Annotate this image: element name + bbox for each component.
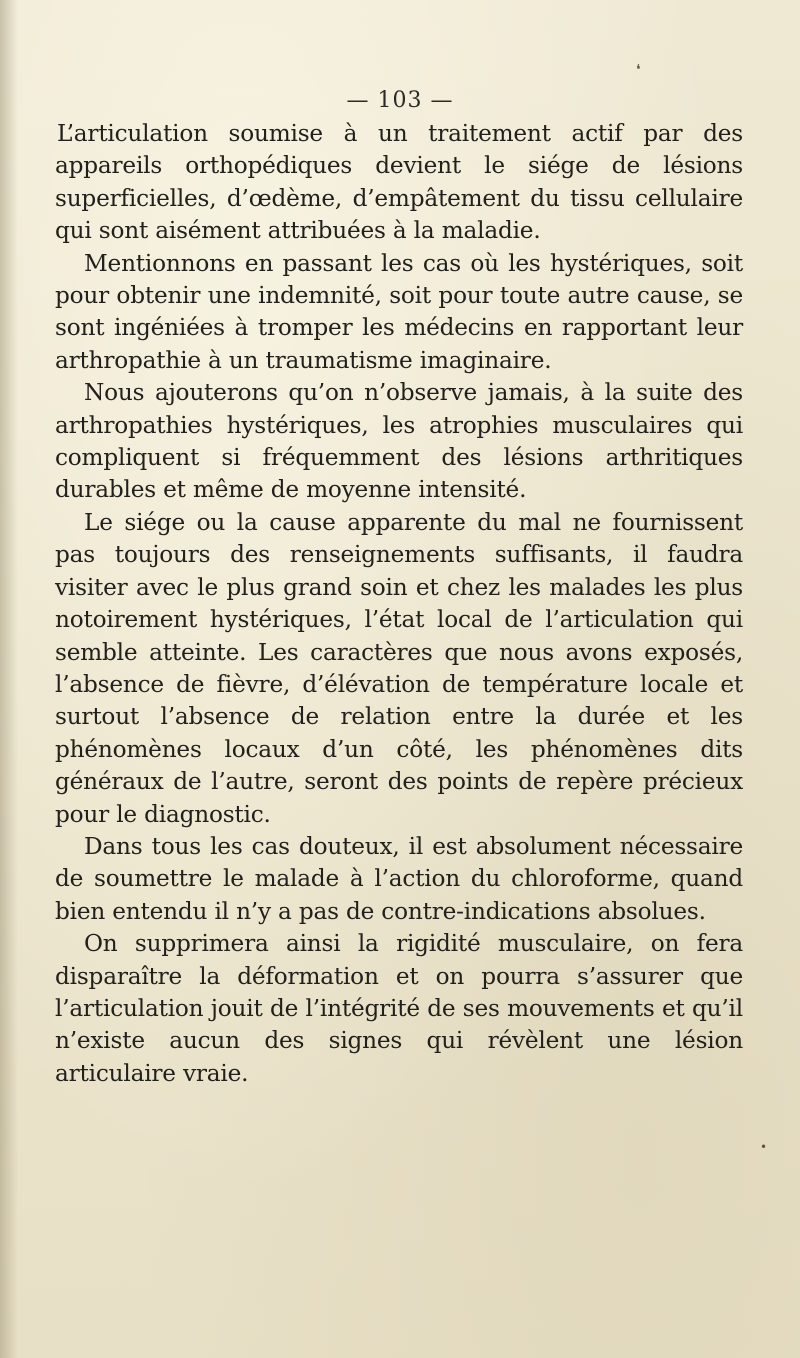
body-text: [55, 118, 743, 1090]
paragraph: Mentionnons en passant les cas où les hystériques, soit pour obtenir une indemnité, soit pour toute autre cause, se sont ingéniées à tromper les médecins en rapportant leur arthropathie à un traumatisme imaginaire.: [55, 249, 743, 374]
page-number: — 103 —: [346, 88, 454, 113]
page-gutter-shadow: [0, 0, 18, 1358]
ink-speck: ❛: [636, 62, 641, 78]
paragraph: Nous ajouterons qu’on n’observe jamais, à la suite des arthropathies hystériques, les atrophies musculaires qui compliquent si fréquemment des lésions arthritiques durables et même de moyenne intensité.: [55, 379, 743, 504]
paragraph: Le siége ou la cause apparente du mal ne fournissent pas toujours des renseignements suffisants, il faudra visiter avec le plus grand soin et chez les malades les plus notoirement hystériques, l’état local de l’articulation qui semble atteinte. Les caractères que nous avons exposés, l’absence de fièvre, d’élévation de température locale et surtout l’absence de relation entre la durée et les phénomènes locaux d’un côté, les phénomènes dits généraux de l’autre, seront des points de repère précieux pour le diagnostic.: [55, 508, 743, 828]
paragraph: L’articulation soumise à un traitement actif par des appareils orthopédiques devient le siége de lésions superficielles, d’œdème, d’empâtement du tissu cellulaire qui sont aisément attribuées à la maladie.: [55, 120, 743, 245]
paragraph: On supprimera ainsi la rigidité musculaire, on fera disparaître la déformation et on pourra s’assurer que l’articulation jouit de l’intégrité de ses mouvements et qu’il n’existe aucun des signes qui révèlent une lésion articulaire vraie.: [55, 930, 743, 1087]
paragraph: Dans tous les cas douteux, il est absolument nécessaire de soumettre le malade à l’action du chloroforme, quand bien entendu il n’y a pas de contre-indications absolues.: [55, 832, 743, 925]
ink-speck: •: [760, 1140, 768, 1154]
